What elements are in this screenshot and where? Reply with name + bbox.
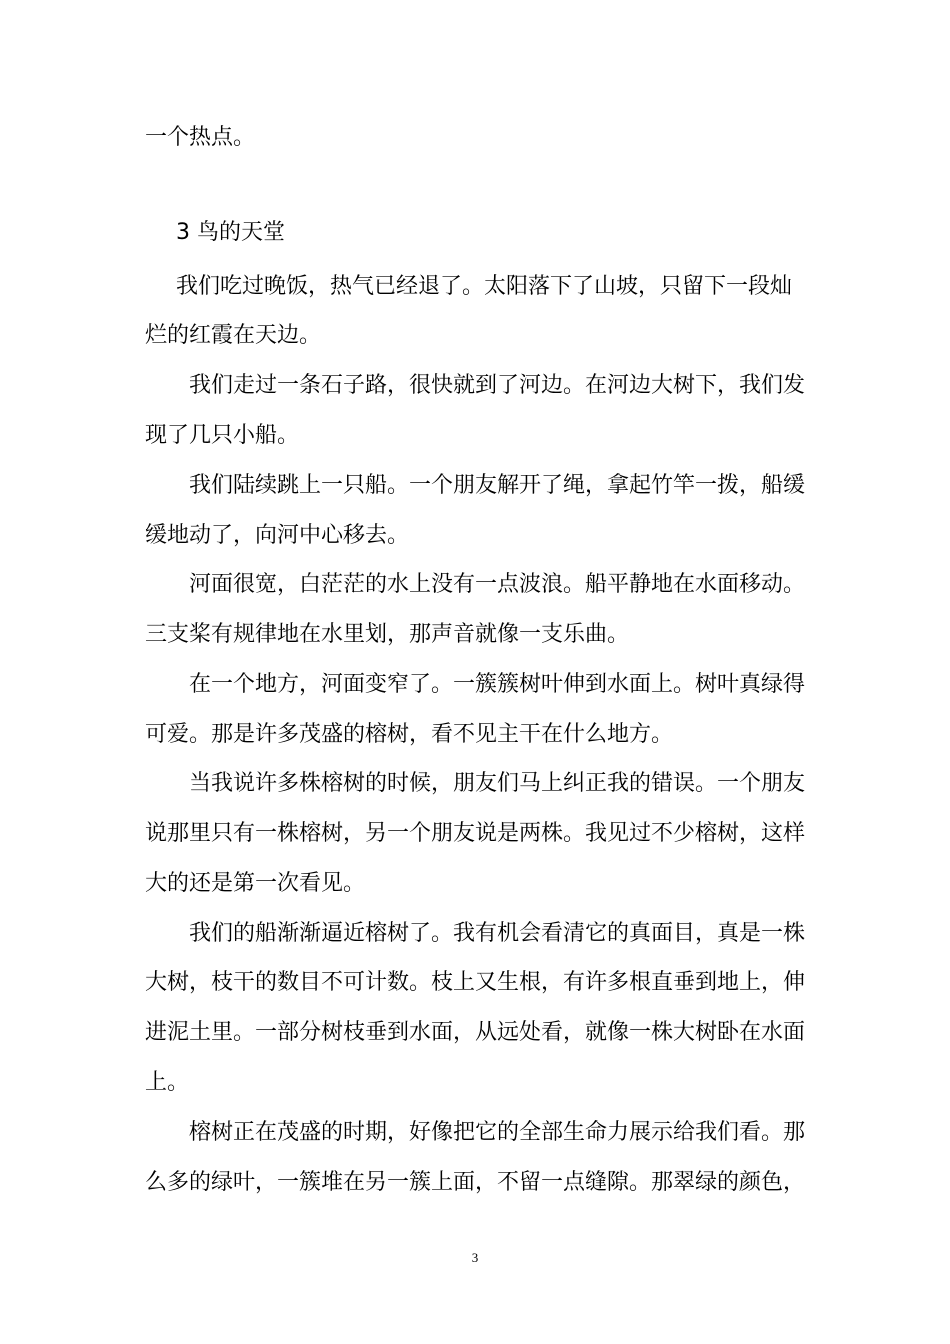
text-line: 我们走过一条石子路，很快就到了河边。在河边大树下，我们发 [189, 373, 806, 398]
text-line: 可爱。那是许多茂盛的榕树，看不见主干在什么地方。 [145, 722, 674, 747]
text-line: 河面很宽，白茫茫的水上没有一点波浪。船平静地在水面移动。 [189, 572, 806, 597]
text-line: 缓地动了，向河中心移去。 [145, 523, 410, 548]
text-line: 么多的绿叶，一簇堆在另一簇上面，不留一点缝隙。那翠绿的颜色， [145, 1170, 806, 1195]
text-line: 上。 [145, 1070, 190, 1095]
page-number: 3 [471, 1250, 479, 1265]
carryover-line: 一个热点。 [145, 125, 256, 150]
section-heading: 3 鸟的天堂 [176, 220, 285, 245]
text-line: 大的还是第一次看见。 [145, 871, 366, 896]
text-line: 当我说许多株榕树的时候，朋友们马上纠正我的错误。一个朋友 [189, 771, 806, 796]
text-line: 我们吃过晚饭，热气已经退了。太阳落下了山坡，只留下一段灿 [176, 274, 793, 299]
text-line: 说那里只有一株榕树，另一个朋友说是两株。我见过不少榕树，这样 [145, 821, 806, 846]
text-line: 大树，枝干的数目不可计数。枝上又生根，有许多根直垂到地上，伸 [145, 970, 806, 995]
text-line: 三支桨有规律地在水里划，那声音就像一支乐曲。 [145, 622, 630, 647]
text-line: 我们的船渐渐逼近榕树了。我有机会看清它的真面目，真是一株 [189, 921, 806, 946]
text-line: 在一个地方，河面变窄了。一簇簇树叶伸到水面上。树叶真绿得 [189, 672, 806, 697]
text-line: 我们陆续跳上一只船。一个朋友解开了绳，拿起竹竿一拨，船缓 [189, 473, 806, 498]
text-line: 现了几只小船。 [145, 423, 300, 448]
text-line: 进泥土里。一部分树枝垂到水面，从远处看，就像一株大树卧在水面 [145, 1020, 806, 1045]
text-line: 烂的红霞在天边。 [145, 323, 322, 348]
text-line: 榕树正在茂盛的时期，好像把它的全部生命力展示给我们看。那 [189, 1120, 806, 1145]
